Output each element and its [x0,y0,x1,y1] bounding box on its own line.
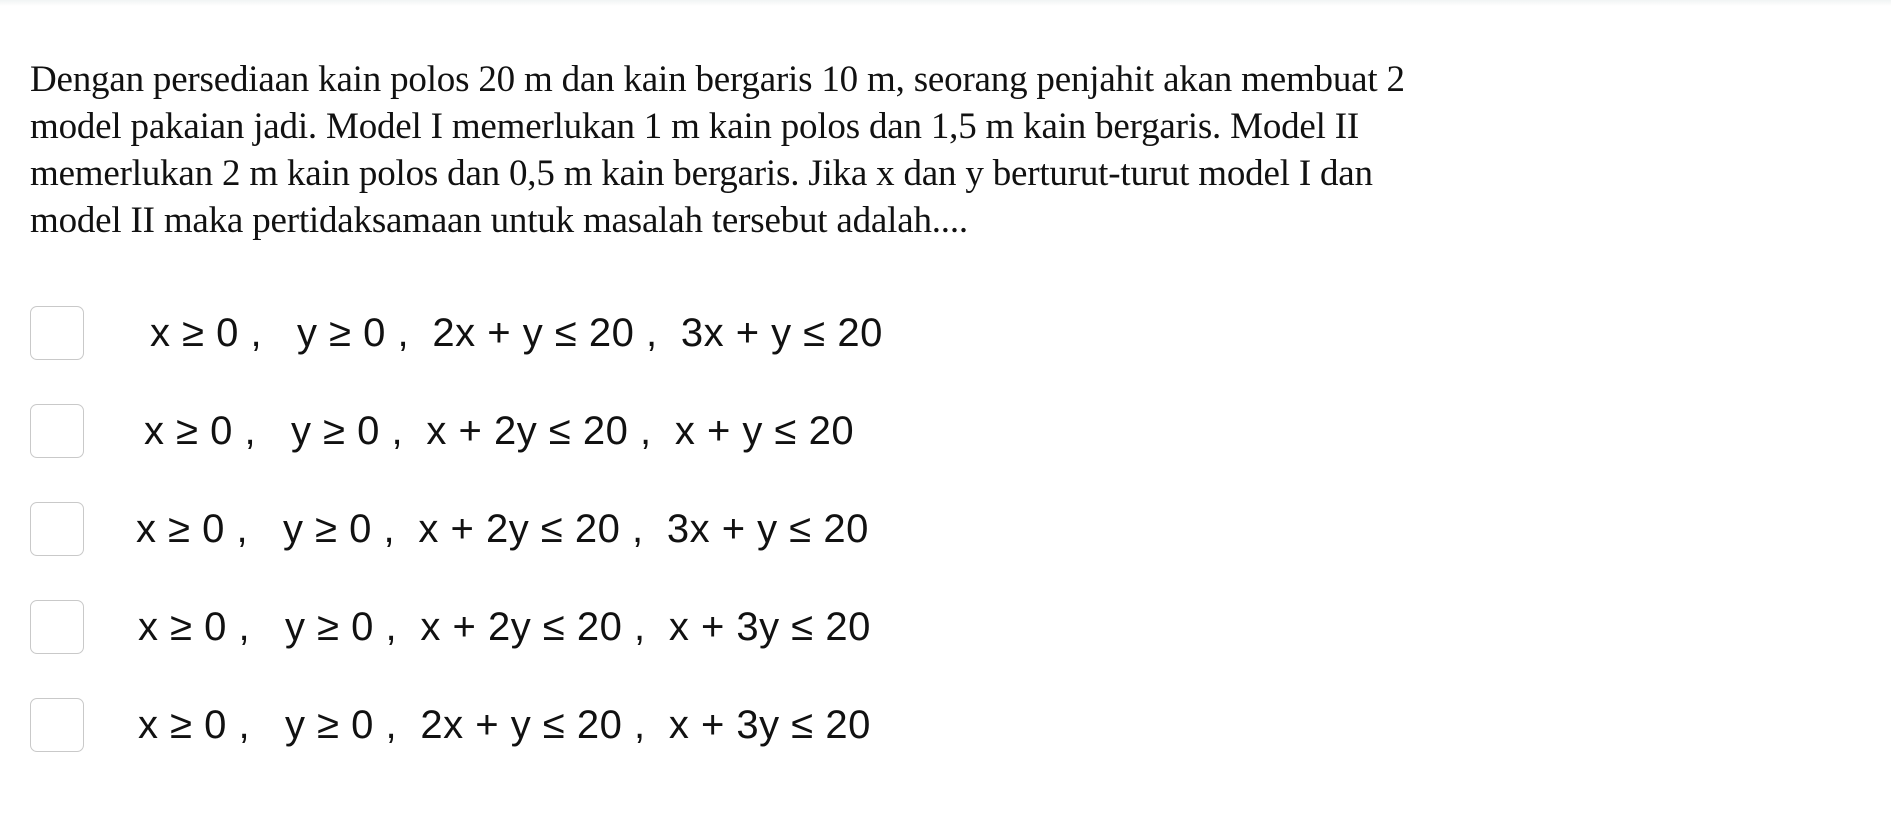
checkbox-option-3[interactable] [30,502,84,556]
checkbox-option-4[interactable] [30,600,84,654]
question-line: model pakaian jadi. Model I memerlukan 1 m kain polos dan 1,5 m kain bergaris. Model II [30,106,1360,147]
option-label-2: x ≥ 0 , y ≥ 0 , x + 2y ≤ 20 , x + y ≤ 20 [144,409,855,453]
question-line: Dengan persediaan kain polos 20 m dan kain bergaris 10 m, seorang penjahit akan membuat 2 [30,59,1405,100]
answer-option-2[interactable] [30,398,1130,458]
question-text [30,56,1590,244]
question-line: model II maka pertidaksamaan untuk masalah tersebut adalah.... [30,200,968,241]
top-divider [0,0,1891,6]
checkbox-option-5[interactable] [30,698,84,752]
answer-option-5[interactable] [30,692,1130,752]
answer-option-1[interactable] [30,300,1130,360]
option-label-1: x ≥ 0 , y ≥ 0 , 2x + y ≤ 20 , 3x + y ≤ 20 [150,311,883,355]
option-label-4: x ≥ 0 , y ≥ 0 , x + 2y ≤ 20 , x + 3y ≤ 20 [138,605,871,649]
checkbox-option-2[interactable] [30,404,84,458]
question-line: memerlukan 2 m kain polos dan 0,5 m kain bergaris. Jika x dan y berturut-turut model I dan [30,153,1373,194]
checkbox-option-1[interactable] [30,306,84,360]
option-label-3: x ≥ 0 , y ≥ 0 , x + 2y ≤ 20 , 3x + y ≤ 20 [136,507,869,551]
answer-option-3[interactable] [30,496,1130,556]
answer-option-4[interactable] [30,594,1130,654]
option-label-5: x ≥ 0 , y ≥ 0 , 2x + y ≤ 20 , x + 3y ≤ 20 [138,703,871,747]
